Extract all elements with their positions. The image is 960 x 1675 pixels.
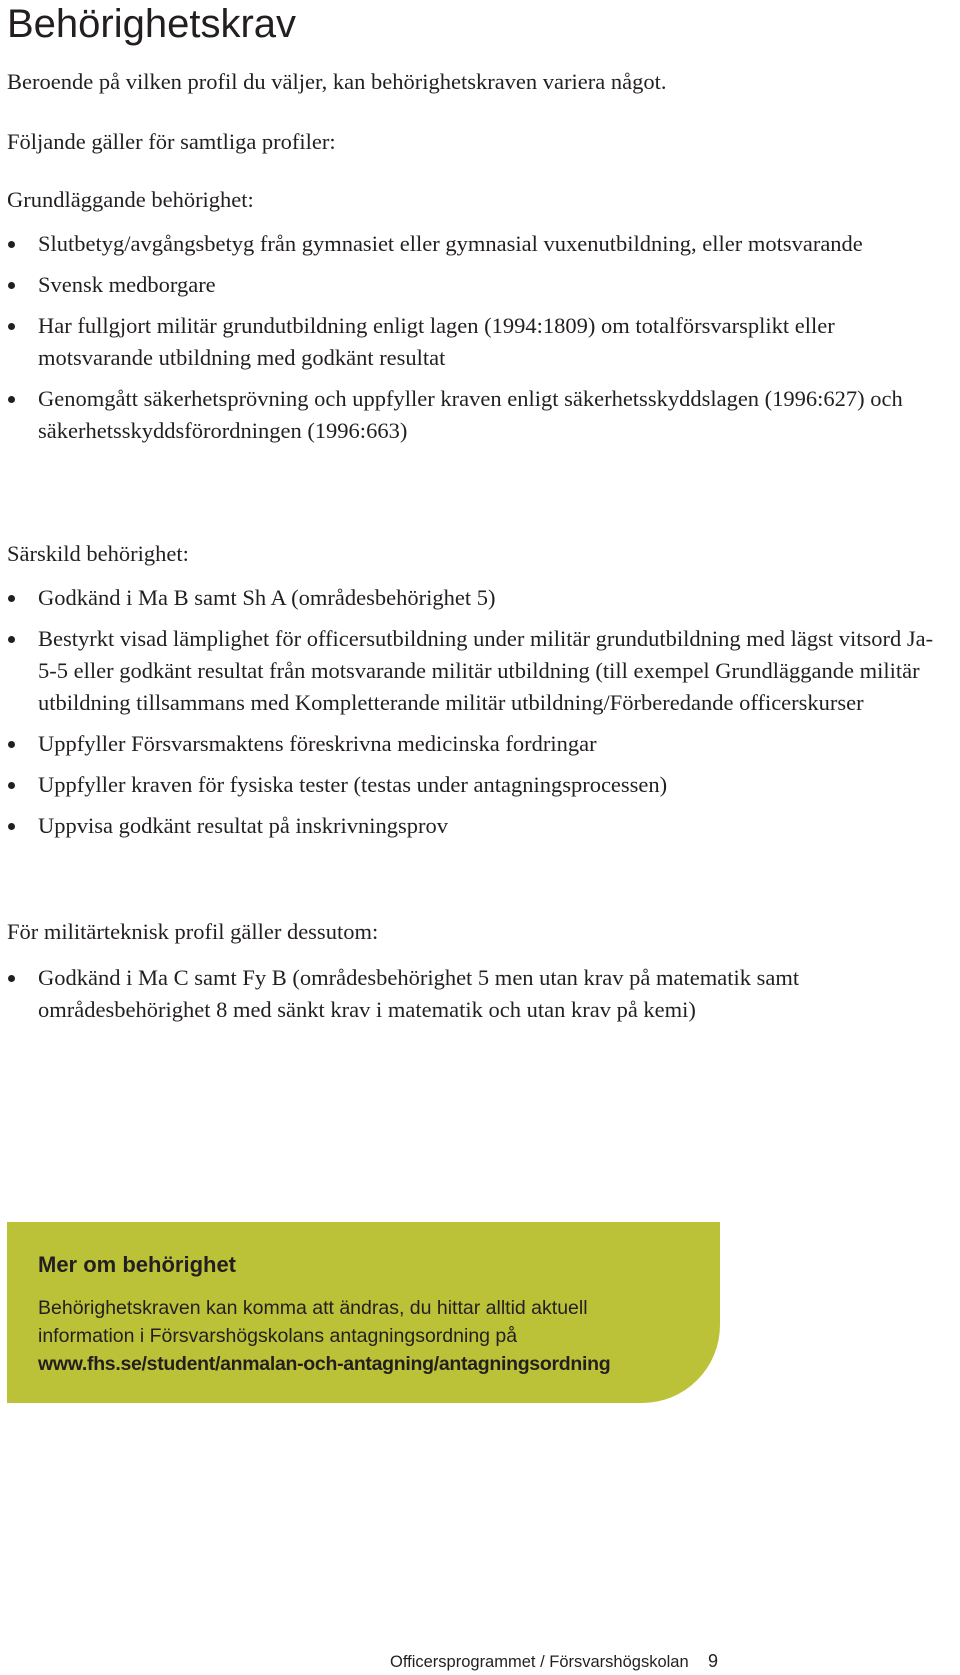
list-item (0, 962, 950, 1026)
intro-text: Beroende på vilken profil du väljer, kan behörighetskraven variera något. (7, 69, 667, 94)
info-box-heading: Mer om behörighet (38, 1252, 237, 1277)
military-technical-heading: För militärteknisk profil gäller dessutom: (7, 919, 379, 944)
list-item (0, 383, 950, 447)
bullet-icon (8, 595, 15, 602)
page-number: 9 (708, 1651, 719, 1671)
list-item-text: Slutbetyg/avgångsbetyg från gymnasiet eller gymnasial vuxenutbildning, eller motsvarande (38, 231, 863, 256)
list-item-text: Har fullgjort militär grundutbildning enligt lagen (1994:1809) om totalförsvarsplikt eller motsvarande utbildning med godkänt resultat (38, 313, 835, 370)
bullet-icon (8, 782, 15, 789)
special-eligibility-list (0, 582, 950, 851)
list-item-text: Godkänd i Ma B samt Sh A (områdesbehörighet 5) (38, 585, 496, 610)
info-box-text: Behörighetskraven kan komma att ändras, du hittar alltid aktuell information i Försvarshögskolans antagningsordning på (38, 1297, 588, 1347)
special-eligibility-heading: Särskild behörighet: (7, 541, 189, 566)
bullet-icon (8, 396, 15, 403)
list-item-text: Svensk medborgare (38, 272, 216, 297)
bullet-icon (8, 741, 15, 748)
basic-eligibility-heading: Grundläggande behörighet: (7, 187, 254, 212)
bullet-icon (8, 282, 15, 289)
all-profiles-label: Följande gäller för samtliga profiler: (7, 129, 336, 154)
bullet-icon (8, 823, 15, 830)
footer-text: Officersprogrammet / Försvarshögskolan (390, 1653, 689, 1671)
list-item (0, 269, 950, 301)
list-item (0, 623, 950, 719)
list-item (0, 769, 950, 801)
list-item-text: Uppfyller kraven för fysiska tester (testas under antagningsprocessen) (38, 772, 668, 797)
list-item (0, 228, 950, 260)
bullet-icon (8, 241, 15, 248)
military-technical-list (0, 962, 950, 1035)
list-item (0, 310, 950, 374)
bullet-icon (8, 975, 15, 982)
admission-rules-link[interactable]: www.fhs.se/student/anmalan-och-antagning/antagningsordning (38, 1353, 611, 1375)
info-box (7, 1222, 720, 1403)
list-item (0, 728, 950, 760)
page-title: Behörighetskrav (7, 2, 297, 46)
list-item-text: Uppvisa godkänt resultat på inskrivningsprov (38, 813, 448, 838)
bullet-icon (8, 636, 15, 643)
list-item (0, 810, 950, 842)
list-item-text: Bestyrkt visad lämplighet för officersutbildning under militär grundutbildning med lägst vitsord Ja-5-5 eller godkänt resultat från motsvarande militär utbildning (till exempel Grundläggande militär utbildning tillsammans med Kompletterande militär utbildning/Förberedande officerskurser (38, 626, 934, 715)
list-item (0, 582, 950, 614)
list-item-text: Uppfyller Försvarsmaktens föreskrivna medicinska fordringar (38, 731, 597, 756)
list-item-text: Genomgått säkerhetsprövning och uppfyller kraven enligt säkerhetsskyddslagen (1996:627) och säkerhetsskyddsförordningen (1996:663) (38, 386, 903, 443)
basic-eligibility-list (0, 228, 950, 456)
list-item-text: Godkänd i Ma C samt Fy B (områdesbehörighet 5 men utan krav på matematik samt områdesbehörighet 8 med sänkt krav i matematik och utan krav på kemi) (38, 965, 800, 1022)
bullet-icon (8, 323, 15, 330)
